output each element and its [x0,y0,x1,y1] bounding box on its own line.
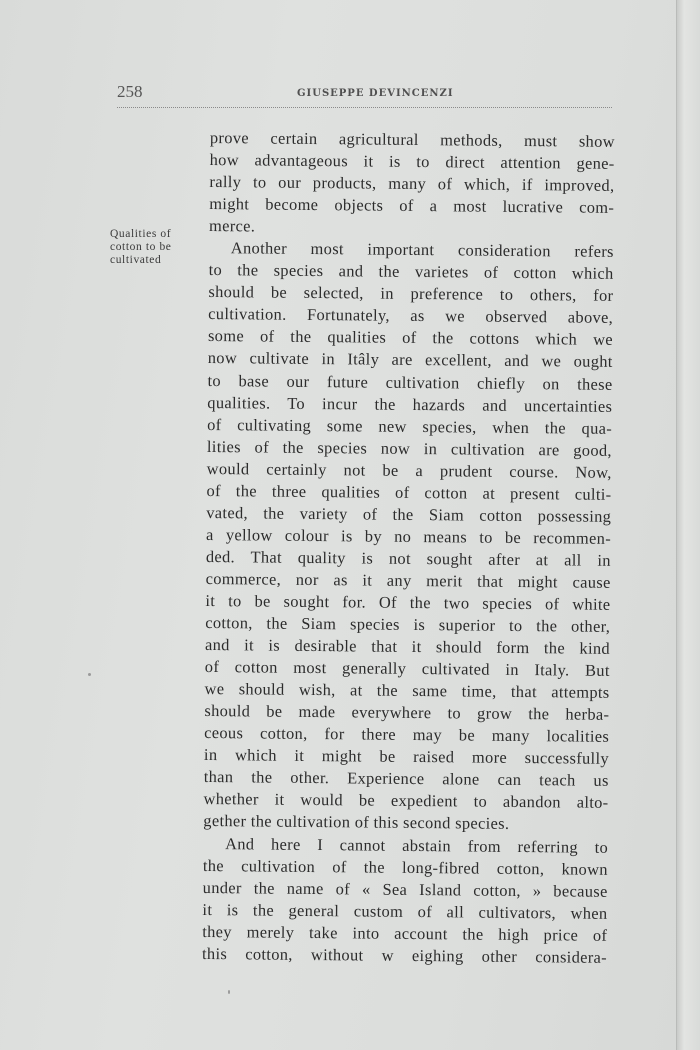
text-line: of cultivating some new species, when the qua- [207,414,613,438]
text-line: would certainly not be a prudent course. Now, [206,458,612,482]
text-line: should be selected, in preference to others, for [208,282,614,306]
text-line: merce. [208,216,256,236]
margin-note [110,228,205,267]
text-line: it to be sought for. Of the two species of white [205,590,611,614]
paper-speck [228,990,230,994]
text-line: rally to our products, many of which, if improved, [209,172,615,195]
text-line: and it is desirable that it should form the kind [204,635,611,658]
text-line: gether the cultivation of this second species. [203,811,510,834]
text-line: vated, the variety of the Siam cotton possessing [206,502,612,526]
text-line: a yellow colour is by no means to be recommen- [205,524,612,548]
header-rule [117,107,612,108]
text-line: prove certain agricultural methods, must show [209,127,615,151]
text-line: whether it would be expedient to abandon alto- [203,789,609,813]
text-line: ceous cotton, for there may be many localities [204,723,610,747]
running-head [117,82,612,106]
margin-note-line: Qualities of [110,228,172,240]
text-line: it is the general custom of all cultivators, when [202,899,608,923]
paragraph-start-line: Another most important consideration refers [230,238,614,262]
paragraph-start-line: And here I cannot abstain from referring to [225,833,609,857]
text-line: this cotton, without w eighing other considera- [201,943,608,967]
text-line: than the other. Experience alone can teach us [203,767,609,791]
text-line: lities of the species now in cultivation are good, [206,436,613,460]
page-edge [676,0,700,1050]
paper-speck [88,673,91,676]
text-line: might become objects of a most lucrative com- [209,194,615,218]
text-line: commerce, nor as it any merit that might cause [205,568,611,592]
text-line: we should wish, at the same time, that attempts [204,679,610,703]
margin-note-line: cotton to be [110,241,172,253]
text-line: the cultivation of the long-fibred cotton, known [202,855,608,879]
text-line: now cultivate in Itâly are excellent, and we ought [207,348,613,372]
text-line: some of the qualities of the cottons which we [207,326,614,350]
text-line: under the name of « Sea Island cotton, » because [202,877,608,901]
text-line: ded. That quality is not sought after at all in [205,546,611,570]
text-line: of the three qualities of cotton at present culti- [206,480,612,504]
text-line: of cotton most generally cultivated in Italy. But [204,657,610,680]
text-line: qualities. To incur the hazards and uncertainties [207,392,613,416]
text-line: they merely take into account the high price of [202,921,608,945]
text-line: cotton, the Siam species is superior to the other, [205,613,611,636]
text-line: how advantageous it is to direct attention gene- [209,150,615,173]
text-line: to base our future cultivation chiefly on these [207,370,613,394]
body-text [202,127,615,969]
text-line: should be made everywhere to grow the herba- [204,701,610,725]
text-line: to the species and the varietes of cotton which [208,260,614,284]
margin-note-line: cultivated [110,254,162,266]
running-title: GIUSEPPE DEVINCENZI [297,88,454,99]
text-line: in which it might be raised more successfully [203,745,610,769]
page-number: 258 [117,82,143,101]
text-line: cultivation. Fortunately, as we observed above, [208,304,614,328]
